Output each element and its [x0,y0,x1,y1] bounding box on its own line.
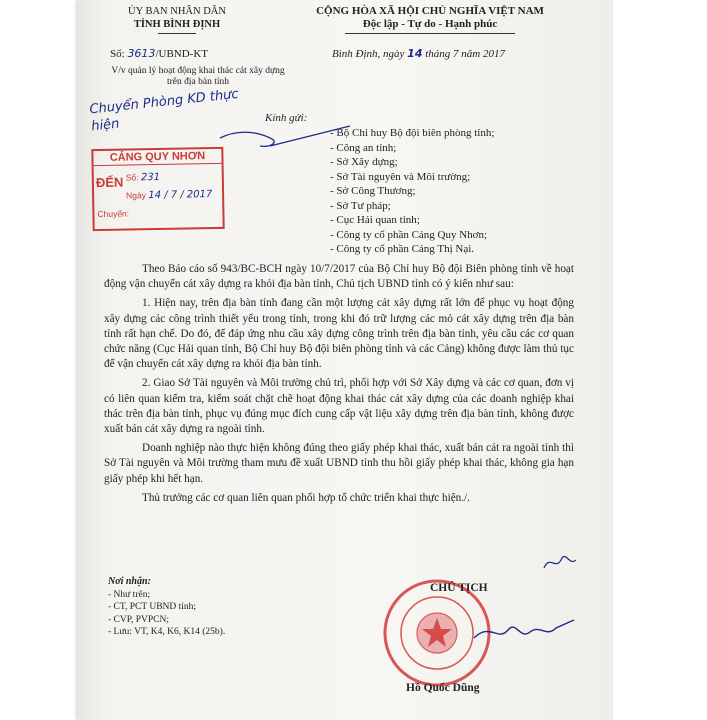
date-prefix: Bình Định, ngày [332,48,408,60]
stamp-chuyen-row [97,209,129,220]
national-title: CỘNG HÒA XÃ HỘI CHỦ NGHĨA VIỆT NAM [316,5,544,17]
recipient-item: - Cục Hải quan tỉnh; [330,213,494,228]
doc-number-handwritten: 3613 [127,47,156,60]
recipient-item: - Sở Tư pháp; [330,199,494,214]
kinh-gui-label: Kính gửi: [265,112,308,124]
issuer-header [102,5,252,34]
distribution-item: - CVP, PVPCN; [108,614,169,625]
initial-mark [540,548,580,578]
issuer-line1: ỦY BAN NHÂN DÂN [128,6,226,17]
document-body [104,262,574,510]
national-header [290,5,570,34]
doc-number-suffix: /UBND-KT [155,48,208,60]
distribution-heading: Nơi nhận: [108,576,151,587]
stamp-ngay-row [126,189,212,202]
recipient-item: - Công an tỉnh; [330,141,494,156]
document-number [110,47,208,60]
stamp-chuyen-label: Chuyển: [97,208,130,220]
stamp-so-value: 231 [140,171,161,184]
body-paragraph: 1. Hiện nay, trên địa bàn tỉnh đang cần một lượng cát xây dựng rất lớn để phục vụ hoạt động xây dựng các công trình thiết yếu trong tỉnh, trong khi đó trữ lượng các mỏ cát xây dựng trên địa bàn tỉnh rất hạn chế. Do đó, để đáp ứng nhu cầu xây dựng công trình trên địa bàn tỉnh, yêu cầu các cơ quan chức năng (Cục Hải quan tỉnh, Bộ Chỉ huy Bộ đội biên phòng tỉnh và các Cảng) không được làm thủ tục để vận chuyển cát xây dựng ra khỏi địa bàn tỉnh. [104,297,574,371]
body-paragraph: Theo Báo cáo số 943/BC-BCH ngày 10/7/2017 của Bộ Chỉ huy Bộ đội Biên phòng tỉnh về hoạt động vận chuyển cát xây dựng ra khỏi địa bàn tỉnh, Chủ tịch UBND tỉnh có ý kiến như sau: [104,263,574,291]
received-stamp [91,147,224,231]
stamp-ngay-label: Ngày [126,190,147,201]
stamp-so-row [126,172,160,184]
distribution-item: - Lưu: VT, K4, K6, K14 (25b). [108,627,226,637]
signer-title: CHỦ TỊCH [430,582,488,594]
recipient-list [330,126,494,257]
doc-number-prefix: Số: [110,48,128,60]
stamp-den: ĐẾN [95,174,124,191]
recipient-item: - Bộ Chỉ huy Bộ đội biên phòng tỉnh; [330,126,494,141]
stamp-so-label: Số: [125,172,139,183]
date-day: 14 [407,47,423,60]
signer-name: Hồ Quốc Dũng [406,682,480,694]
recipient-item: - Sở Xây dựng; [330,155,494,170]
recipient-item: - Công ty cổ phần Cảng Quy Nhơn; [330,228,494,243]
handwritten-note: Chuyển Phòng KD thực hiện [88,86,240,135]
recipient-item: - Công ty cổ phần Cảng Thị Nại. [330,242,494,257]
issuer-line2: TỈNH BÌNH ĐỊNH [133,19,221,30]
distribution-item: - Như trên; [108,589,151,600]
stamp-ngay-value: 14 / 7 / 2017 [148,189,213,202]
date-rest: tháng 7 năm 2017 [422,48,505,60]
recipient-item: - Sở Công Thương; [330,184,494,199]
recipient-item: - Sở Tài nguyên và Môi trường; [330,170,494,185]
document-subject: V/v quản lý hoạt động khai thác cát xây dựng trên địa bàn tỉnh [111,66,285,87]
body-paragraph: Thủ trưởng các cơ quan liên quan phối hợp tổ chức triển khai thực hiện./. [142,491,470,504]
body-paragraph: Doanh nghiệp nào thực hiện không đúng theo giấy phép khai thác, xuất bán cát ra ngoài tỉnh thì Sở Tài nguyên và Môi trường tham mưu đề xuất UBND tỉnh thu hồi giấy phép khai thác, không gia hạn giấy phép khi hết hạn. [104,442,574,485]
signature-scribble [470,612,580,652]
distribution-item: - CT, PCT UBND tỉnh; [108,602,197,612]
national-motto: Độc lập - Tự do - Hạnh phúc [362,18,498,30]
motto-underline [345,33,515,34]
distribution-list [108,576,225,639]
body-paragraph: 2. Giao Sở Tài nguyên và Môi trường chủ trì, phối hợp với Sở Xây dựng và các cơ quan, đơn vị có liên quan kiểm tra, kiểm soát chặt chẽ hoạt động khai thác cát xây dựng của các doanh nghiệp khai thác trên địa bàn tỉnh, phục vụ đúng mục đích cung cấp vật liệu xây dựng trên địa bàn tỉnh, không được xuất bán cát xây dựng ra ngoài tỉnh. [104,377,574,436]
document-date [332,47,505,60]
stamp-title: CẢNG QUY NHƠN [93,149,221,166]
issuer-underline [158,33,196,34]
